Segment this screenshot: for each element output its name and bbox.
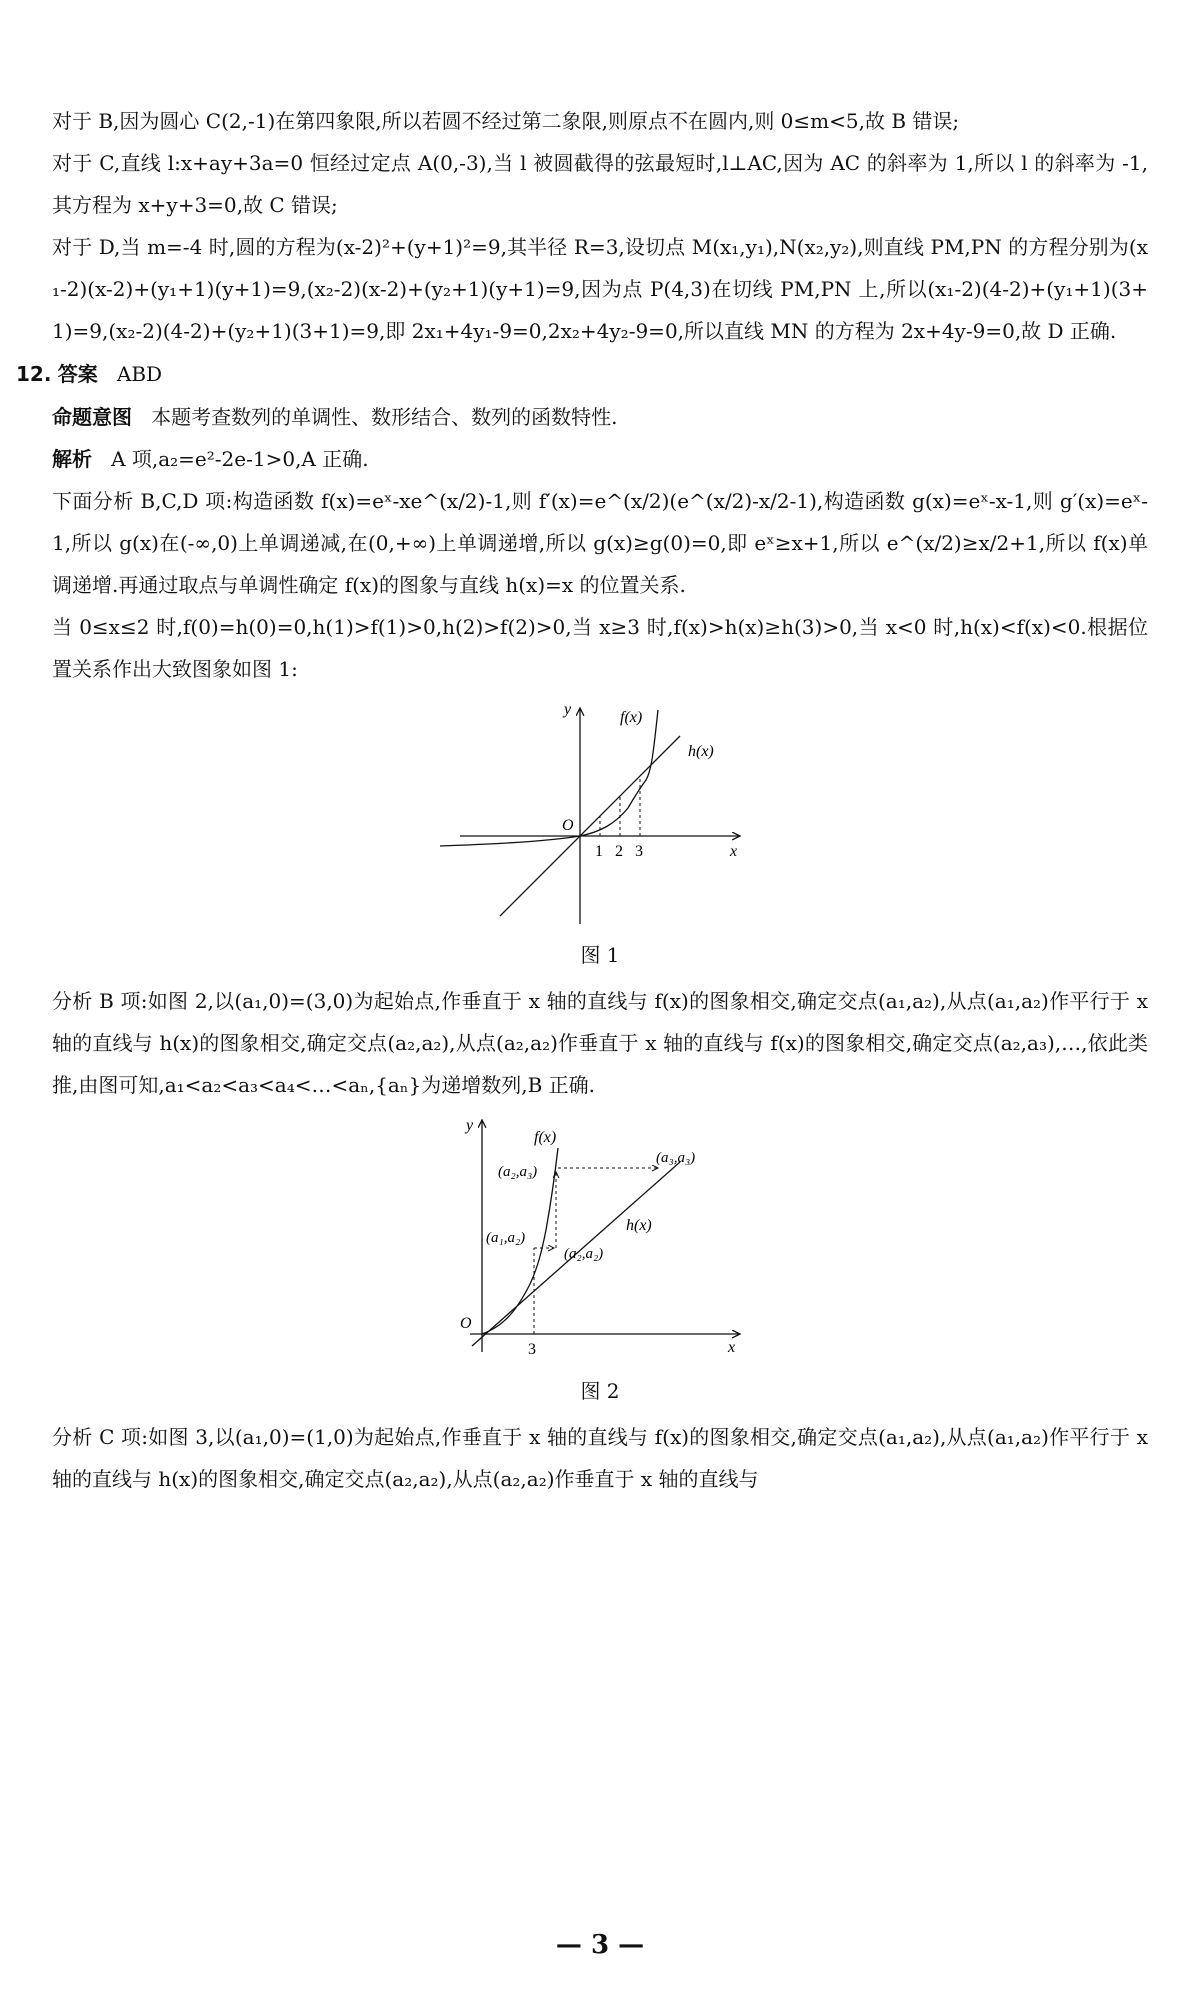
analysis-line bbox=[52, 438, 1148, 480]
origin-label: O bbox=[460, 1315, 472, 1332]
f-label: f(x) bbox=[620, 709, 643, 726]
paragraph-option-c: 分析 C 项:如图 3,以(a₁,0)=(1,0)为起始点,作垂直于 x 轴的直线与 f(x)的图象相交,确定交点(a₁,a₂),从点(a₁,a₂)作平行于 x 轴的直线与 h(x)的图象相交,确定交点(a₂,a₂),从点(a₂,a₂)作垂直于 x 轴的直线与 bbox=[52, 1425, 1148, 1491]
point-a2-a2: (a₂,a₂) bbox=[564, 1246, 604, 1262]
figure-2 bbox=[52, 1112, 1148, 1408]
point-a2-a3: (a₂,a₃) bbox=[498, 1164, 538, 1180]
analysis-label: 解析 bbox=[52, 447, 92, 471]
q11-option-c: 对于 C,直线 l:x+ay+3a=0 恒经过定点 A(0,-3),当 l 被圆截得的弦最短时,l⊥AC,因为 AC 的斜率为 1,所以 l 的斜率为 -1,其方程为 x+y+3=0,故 C 错误; bbox=[52, 151, 1148, 217]
tick-1: 1 bbox=[595, 843, 603, 860]
intent-text: 本题考查数列的单调性、数形结合、数列的函数特性. bbox=[151, 405, 618, 429]
f-curve bbox=[440, 710, 658, 846]
x-label: x bbox=[728, 1339, 736, 1356]
figure-1-caption: 图 1 bbox=[580, 943, 620, 967]
h-label: h(x) bbox=[626, 1217, 652, 1234]
y-label: y bbox=[564, 701, 572, 718]
analysis-text: A 项,a₂=e²-2e-1>0,A 正确. bbox=[111, 447, 369, 471]
h-label: h(x) bbox=[688, 743, 714, 760]
h-line bbox=[500, 736, 680, 916]
question-number: 12. bbox=[16, 362, 52, 386]
f-label: f(x) bbox=[534, 1129, 557, 1146]
intent-line bbox=[52, 396, 1148, 438]
paragraph-option-b: 分析 B 项:如图 2,以(a₁,0)=(3,0)为起始点,作垂直于 x 轴的直线与 f(x)的图象相交,确定交点(a₁,a₂),从点(a₁,a₂)作平行于 x 轴的直线与 h(x)的图象相交,确定交点(a₂,a₂),从点(a₂,a₂)作垂直于 x 轴的直线与 f(x)的图象相交,确定交点(a₂,a₃),…,依此类推,由图可知,a₁<a₂<a₃<a₄<…<aₙ,{aₙ}为递增数列,B 正确. bbox=[52, 989, 1148, 1097]
figure-2-caption: 图 2 bbox=[580, 1379, 620, 1403]
figure-1-graph bbox=[440, 696, 760, 936]
y-label: y bbox=[466, 1117, 474, 1134]
tick-3: 3 bbox=[528, 1341, 536, 1358]
tick-2: 2 bbox=[615, 843, 623, 860]
point-a3-a3: (a₃,a₃) bbox=[656, 1150, 696, 1166]
point-a1-a2: (a₁,a₂) bbox=[486, 1230, 526, 1246]
origin-label: O bbox=[562, 817, 574, 834]
page-content bbox=[16, 100, 1148, 1500]
figure-2-graph bbox=[450, 1112, 750, 1372]
paragraph-position-relation: 当 0≤x≤2 时,f(0)=h(0)=0,h(1)>f(1)>0,h(2)>f(2)>0,当 x≥3 时,f(x)>h(x)≥h(3)>0,当 x<0 时,h(x)<f(x)<0.根据位置关系作出大致图象如图 1: bbox=[52, 615, 1148, 681]
q12-answer-line bbox=[16, 352, 1148, 396]
x-label: x bbox=[730, 843, 738, 860]
page-number: — 3 — bbox=[555, 1930, 645, 1960]
tick-3: 3 bbox=[635, 843, 643, 860]
intent-label: 命题意图 bbox=[52, 405, 132, 429]
figure-1 bbox=[52, 696, 1148, 972]
answer-value: ABD bbox=[116, 362, 163, 386]
q11-option-d: 对于 D,当 m=-4 时,圆的方程为(x-2)²+(y+1)²=9,其半径 R=3,设切点 M(x₁,y₁),N(x₂,y₂),则直线 PM,PN 的方程分别为(x₁-2)(x-2)+(y₁+1)(y+1)=9,(x₂-2)(x-2)+(y₂+1)(y+1)=9,因为点 P(4,3)在切线 PM,PN 上,所以(x₁-2)(4-2)+(y₁+1)(3+1)=9,(x₂-2)(4-2)+(y₂+1)(3+1)=9,即 2x₁+4y₁-9=0,2x₂+4y₂-9=0,所以直线 MN 的方程为 2x+4y-9=0,故 D 正确. bbox=[52, 235, 1148, 343]
paragraph-construct-function: 下面分析 B,C,D 项:构造函数 f(x)=eˣ-xe^(x/2)-1,则 f′(x)=e^(x/2)(e^(x/2)-x/2-1),构造函数 g(x)=eˣ-x-1,则 g′(x)=eˣ-1,所以 g(x)在(-∞,0)上单调递减,在(0,+∞)上单调递增,所以 g(x)≥g(0)=0,即 eˣ≥x+1,所以 e^(x/2)≥x/2+1,所以 f(x)单调递增.再通过取点与单调性确定 f(x)的图象与直线 h(x)=x 的位置关系. bbox=[52, 489, 1148, 597]
q11-option-b: 对于 B,因为圆心 C(2,-1)在第四象限,所以若圆不经过第二象限,则原点不在圆内,则 0≤m<5,故 B 错误; bbox=[52, 109, 960, 133]
answer-label: 答案 bbox=[57, 362, 98, 386]
